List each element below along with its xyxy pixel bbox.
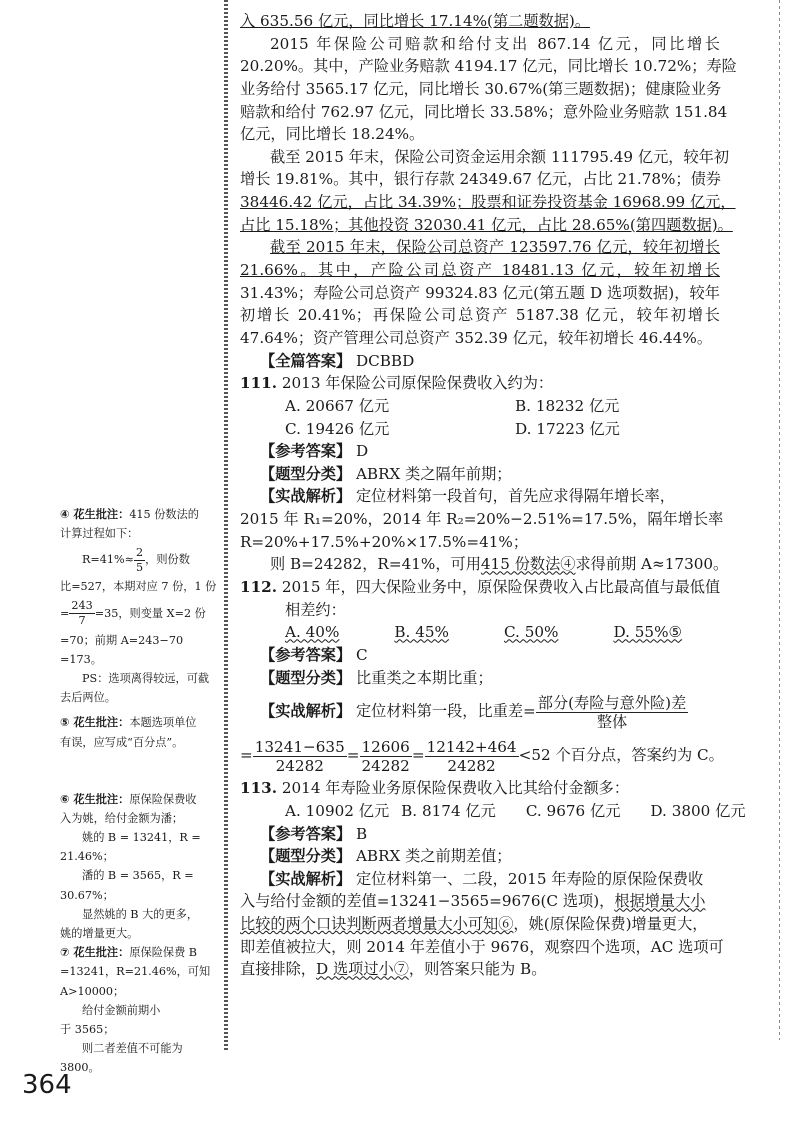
note-text: 原保险保费收 bbox=[129, 792, 197, 806]
text-line: 20.20%。其中，产险业务赔款 4194.17 亿元，同比增长 10.72%；寿险 bbox=[240, 57, 737, 76]
note-fraction: $\frac{243}{7}$ bbox=[71, 599, 93, 628]
option-b: B. 18232 亿元 bbox=[515, 396, 620, 415]
text-line: 2015 年保险公司赔款和给付支出 867.14 亿元，同比增长 bbox=[270, 34, 720, 53]
note-text: 原保险保费 B bbox=[129, 946, 198, 960]
option-d: D. 55%⑤ bbox=[613, 623, 683, 642]
note-heading: ④ 花生批注： bbox=[60, 508, 130, 521]
question-type: 比重类之本期比重； bbox=[355, 668, 493, 687]
question-stem: 2013 年保险公司原保险保费收入约为： bbox=[281, 374, 554, 393]
option-c: C. 50% bbox=[503, 623, 559, 642]
note-fraction: $\frac{2}{5}$ bbox=[136, 545, 144, 574]
text-line: 31.43%；寿险公司总资产 99324.83 亿元(第五题 D 选项数据)，较年 bbox=[240, 283, 720, 302]
analysis-text: 求得前期 A≈17300。 bbox=[575, 555, 729, 574]
analysis-text: R=20%+17.5%+20%×17.5%=41%； bbox=[240, 532, 529, 551]
analysis-text: 则 B=24282，R=41%，可用 bbox=[270, 555, 481, 574]
note-text: 3800。 bbox=[60, 1061, 100, 1075]
answer: D bbox=[355, 442, 369, 461]
text-line: 47.64%；资产管理公司总资产 352.39 亿元，较年初增长 46.44%。 bbox=[240, 328, 713, 347]
note-heading: ⑦ 花生批注： bbox=[60, 946, 130, 960]
analysis-text: D 选项过小⑦ bbox=[315, 960, 409, 979]
note-text: R=41%≈ bbox=[82, 553, 135, 567]
formula-fraction: $\frac{12142+464}{24282}$ bbox=[426, 737, 517, 775]
analysis-text: ，姚(原保险保费)增量更大， bbox=[513, 915, 708, 934]
analysis-text: 2015 年 R₁=20%，2014 年 R₂=20%−2.51%=17.5%，隔年增长率 bbox=[240, 510, 724, 529]
type-label: 【题型分类】 bbox=[260, 464, 352, 483]
note-text: 21.46%； bbox=[60, 850, 114, 864]
note-text: 计算过程如下： bbox=[60, 527, 139, 541]
text-line: 占比 15.18%；其他投资 32030.41 亿元，占比 28.65%(第四题数据)。 bbox=[240, 215, 733, 234]
answer: C bbox=[355, 645, 368, 664]
text-line: 赔款和给付 762.97 亿元，同比增长 33.58%；意外险业务赔款 151.84 bbox=[240, 102, 728, 121]
note-text: 姚的增量更大。 bbox=[60, 927, 139, 940]
note-text: 于 3565； bbox=[60, 1022, 115, 1036]
question-number: 113. bbox=[240, 779, 277, 798]
analysis-text: 比较的两个口诀判断两者增量大小可知⑥ bbox=[240, 915, 514, 934]
analysis-text: 根据增量大小 bbox=[614, 892, 706, 911]
main-text: 入 635.56 亿元，同比增长 17.14%(第二题数据)。 2015 年保险公司赔款和给付支出 867.14 亿元，同比增长 20.20%。其中，产险业务赔款 4194.17 亿元，同比增长 10.72%；寿险 业务给付 3565.17 亿元，同比增长 30.67%(第三题数据)；健康险业务 赔款和给付 762.97 亿元，同比增长 33.58%；意外险业务赔款 151.84 亿元，同比增长 18.24%。 截至 2015 年末，保险公司资金运用余额 111795.49 亿元，较年初 增长 19.81%。其中，银行存款 24349.67 亿元，占比 21.78%；债券 38446.42 亿元，占比 34.39%；股票和证券投资基金 16968.99 亿元， 占比 15.18%；其他投资 32030.41 亿元，占比 28.65%(第四题数据)。 截至 2015 年末，保险公司总资产 123597.76 亿元，较年初增长 21.66%。其中，产险公司总资产 18481.13 亿元，较年初增长 31.43%；寿险公司总资产 99324.83 亿元(第五题 D 选项数据)，较年 初增长 20.41%；再保险公司总资产 5187.38 亿元，较年初增长 47.64%；资产管理公司总资产 352.39 亿元，较年初增长 46.44%。 【全篇答案】 DCBBD 111. 2013 年保险公司原保险保费收入约为： A. 20667 亿元 B. 18232 亿元 C. 19426 亿元 D. 17223 亿元 【参考答案】 D 【题型分类】 ABRX 类之隔年前期； 【实战解析】 定位材料第一段首句，首先应求得隔年增长率， 2015 年 R₁=20%，2014 年 R₂=20%−2.51%=17.5%，隔年增长率 R=20%+17.5%+20%×17.5%=41%； 则 B=24282，R=41%，可用415 份数法④求得前期 A≈17300。 112. 2015 年，四大保险业务中，原保险保费收入占比最高值与最低值 相差约： A. 40% B. 45% C. 50% D. 55%⑤ 【参考答案】 C 【题型分类】 比重类之本期比重； 【实战解析】 定位材料第一段，比重差= $\frac{\text{部分(寿险与意外险)差}}{\text{整体}}$ = $\frac{13241-635}{24282}$ = $\frac{12606}{24282}$ = $\frac{12142+464}{24282}$ <52 个百分点，答案约为 C。 113. 2014 年寿险业务原保险保费收入比其给付金额多： A. 10902 亿元 B. 8174 亿元 C. 9676 亿元 D. 3800 亿元 【参考答案】 B 【题型分类】 ABRX 类之前期差值； 【实战解析】 定位材料第一、二段，2015 年寿险的原保险保费收 入与给付金额的差值=13241−3565=9676(C 选项)，根据增量大小 比较的两个口诀判断两者增量大小可知⑥，姚(原保险保费)增量更大， 即差值被拉大，则 2014 年差值小于 9676，观察四个选项，AC 选项可 直接排除，D 选项过小⑦，则答案只能为 B。 bbox=[240, 12, 746, 979]
text-line: 截至 2015 年末，保险公司总资产 123597.76 亿元，较年初增长 bbox=[270, 238, 720, 257]
question-stem: 相差约： bbox=[285, 600, 346, 619]
analysis-text: 定位材料第一段首句，首先应求得隔年增长率， bbox=[355, 487, 675, 506]
note-text: 415 份数法的 bbox=[129, 508, 199, 521]
note-text: 30.67%； bbox=[60, 888, 114, 902]
binding-edge-line bbox=[779, 0, 780, 1040]
text-line: 业务给付 3565.17 亿元，同比增长 30.67%(第三题数据)；健康险业务 bbox=[240, 79, 722, 98]
note-text: =13241，R=21.46%，可知 bbox=[60, 965, 211, 979]
note-text: 有误，应写成“百分点”。 bbox=[60, 735, 184, 749]
method-link-text: 415 份数法④ bbox=[480, 555, 576, 574]
margin-divider bbox=[224, 0, 228, 1050]
answer-label: 【参考答案】 bbox=[260, 442, 352, 461]
formula-fraction: $\frac{13241-635}{24282}$ bbox=[254, 737, 345, 775]
note-text: 潘的 B = 3565，R = bbox=[82, 869, 194, 883]
type-label: 【题型分类】 bbox=[260, 847, 352, 866]
option-c: C. 9676 亿元 bbox=[525, 801, 621, 820]
text-line: 增长 19.81%。其中，银行存款 24349.67 亿元，占比 21.78%；债券 bbox=[240, 170, 721, 189]
question-stem: 2014 年寿险业务原保险保费收入比其给付金额多： bbox=[281, 779, 630, 798]
question-type: ABRX 类之隔年前期； bbox=[355, 464, 512, 483]
question-number: 111. bbox=[240, 374, 277, 393]
analysis-text: 即差值被拉大，则 2014 年差值小于 9676，观察四个选项，AC 选项可 bbox=[240, 937, 724, 956]
answer-label: 【参考答案】 bbox=[260, 824, 352, 843]
text-line: 38446.42 亿元，占比 34.39%；股票和证券投资基金 16968.99 亿元， bbox=[240, 193, 736, 212]
text-line: 21.66%。其中，产险公司总资产 18481.13 亿元，较年初增长 bbox=[240, 261, 720, 280]
option-b: B. 8174 亿元 bbox=[401, 801, 496, 820]
analysis-label: 【实战解析】 bbox=[260, 487, 352, 506]
question-number: 112. bbox=[240, 578, 277, 597]
text-line: 入 635.56 亿元，同比增长 17.14%(第二题数据)。 bbox=[240, 12, 591, 30]
option-d: D. 17223 亿元 bbox=[515, 419, 620, 438]
note-text: 比=527，本期对应 7 份，1 份 bbox=[60, 580, 217, 594]
note-text: ，则份数 bbox=[145, 553, 190, 567]
analysis-text: 定位材料第一、二段，2015 年寿险的原保险保费收 bbox=[355, 869, 704, 888]
answer: B bbox=[355, 824, 368, 843]
all-answer-label: 【全篇答案】 bbox=[260, 351, 352, 370]
question-stem: 2015 年，四大保险业务中，原保险保费收入占比最高值与最低值 bbox=[281, 578, 721, 597]
analysis-text: 定位材料第一段，比重差= bbox=[355, 702, 536, 721]
note-text: =70；前期 A=243−70 bbox=[60, 633, 184, 647]
margin-notes: ④ 花生批注：415 份数法的 计算过程如下： R=41%≈ $\frac{2}{5}$ ，则份数 比=527，本期对应 7 份，1 份 = $\frac{243}{7}$ =35，则变量 X=2 份 =70；前期 A=243−70 =173。 PS：选项离得较远，可截 去后两位。 ⑤ 花生批注：本题选项单位 有误，应写成“百分点”。 ⑥ 花生批注：原保险保费收 入为姚，给付金额为潘； 姚的 B = 13241，R = 21.46%； 潘的 B = 3565，R = 30.67%； 显然姚的 B 大的更多， 姚的增量更大。 ⑦ 花生批注：原保险保费 B =13241，R=21.46%，可知 A>10000； 给付金额前期小 于 3565； 则二者差值不可能为 3800。 bbox=[60, 505, 216, 1078]
note-text: 入为姚，给付金额为潘； bbox=[60, 811, 184, 825]
type-label: 【题型分类】 bbox=[260, 668, 352, 687]
formula-fraction: $\frac{12606}{24282}$ bbox=[361, 737, 410, 775]
note-text: 给付金额前期小 bbox=[82, 1003, 161, 1017]
option-b: B. 45% bbox=[394, 623, 449, 642]
text-line: 截至 2015 年末，保险公司资金运用余额 111795.49 亿元，较年初 bbox=[270, 147, 730, 166]
all-answer: DCBBD bbox=[355, 351, 415, 370]
option-d: D. 3800 亿元 bbox=[650, 801, 746, 820]
option-a: A. 20667 亿元 bbox=[285, 396, 390, 415]
answer-label: 【参考答案】 bbox=[260, 645, 352, 664]
option-a: A. 40% bbox=[285, 623, 340, 642]
note-text: PS：选项离得较远，可截 bbox=[82, 671, 210, 685]
note-heading: ⑥ 花生批注： bbox=[60, 792, 130, 806]
analysis-label: 【实战解析】 bbox=[260, 869, 352, 888]
text-line: 亿元，同比增长 18.24%。 bbox=[240, 125, 425, 144]
option-a: A. 10902 亿元 bbox=[285, 801, 390, 820]
formula-fraction: $\frac{\text{部分(寿险与意外险)差}}{\text{整体}}$ bbox=[537, 693, 687, 731]
option-c: C. 19426 亿元 bbox=[285, 419, 390, 438]
note-text: 姚的 B = 13241，R = bbox=[82, 831, 201, 845]
note-text: =173。 bbox=[60, 652, 102, 666]
note-text: A>10000； bbox=[60, 984, 125, 998]
note-heading: ⑤ 花生批注： bbox=[60, 716, 130, 730]
analysis-text: <52 个百分点，答案约为 C。 bbox=[518, 746, 724, 765]
note-text: 去后两位。 bbox=[60, 691, 116, 705]
note-text: 则二者差值不可能为 bbox=[82, 1042, 183, 1056]
note-text: =35，则变量 X=2 份 bbox=[94, 606, 206, 620]
analysis-text: 直接排除， bbox=[240, 960, 316, 979]
page-number: 364 bbox=[22, 1070, 72, 1100]
note-text: 显然姚的 B 大的更多， bbox=[82, 907, 199, 921]
text-line: 初增长 20.41%；再保险公司总资产 5187.38 亿元，较年初增长 bbox=[240, 306, 720, 325]
question-type: ABRX 类之前期差值； bbox=[355, 847, 512, 866]
analysis-text: 入与给付金额的差值=13241−3565=9676(C 选项)， bbox=[240, 892, 615, 911]
analysis-text: ，则答案只能为 B。 bbox=[408, 960, 547, 979]
note-text: 本题选项单位 bbox=[129, 716, 197, 730]
analysis-label: 【实战解析】 bbox=[260, 702, 352, 721]
